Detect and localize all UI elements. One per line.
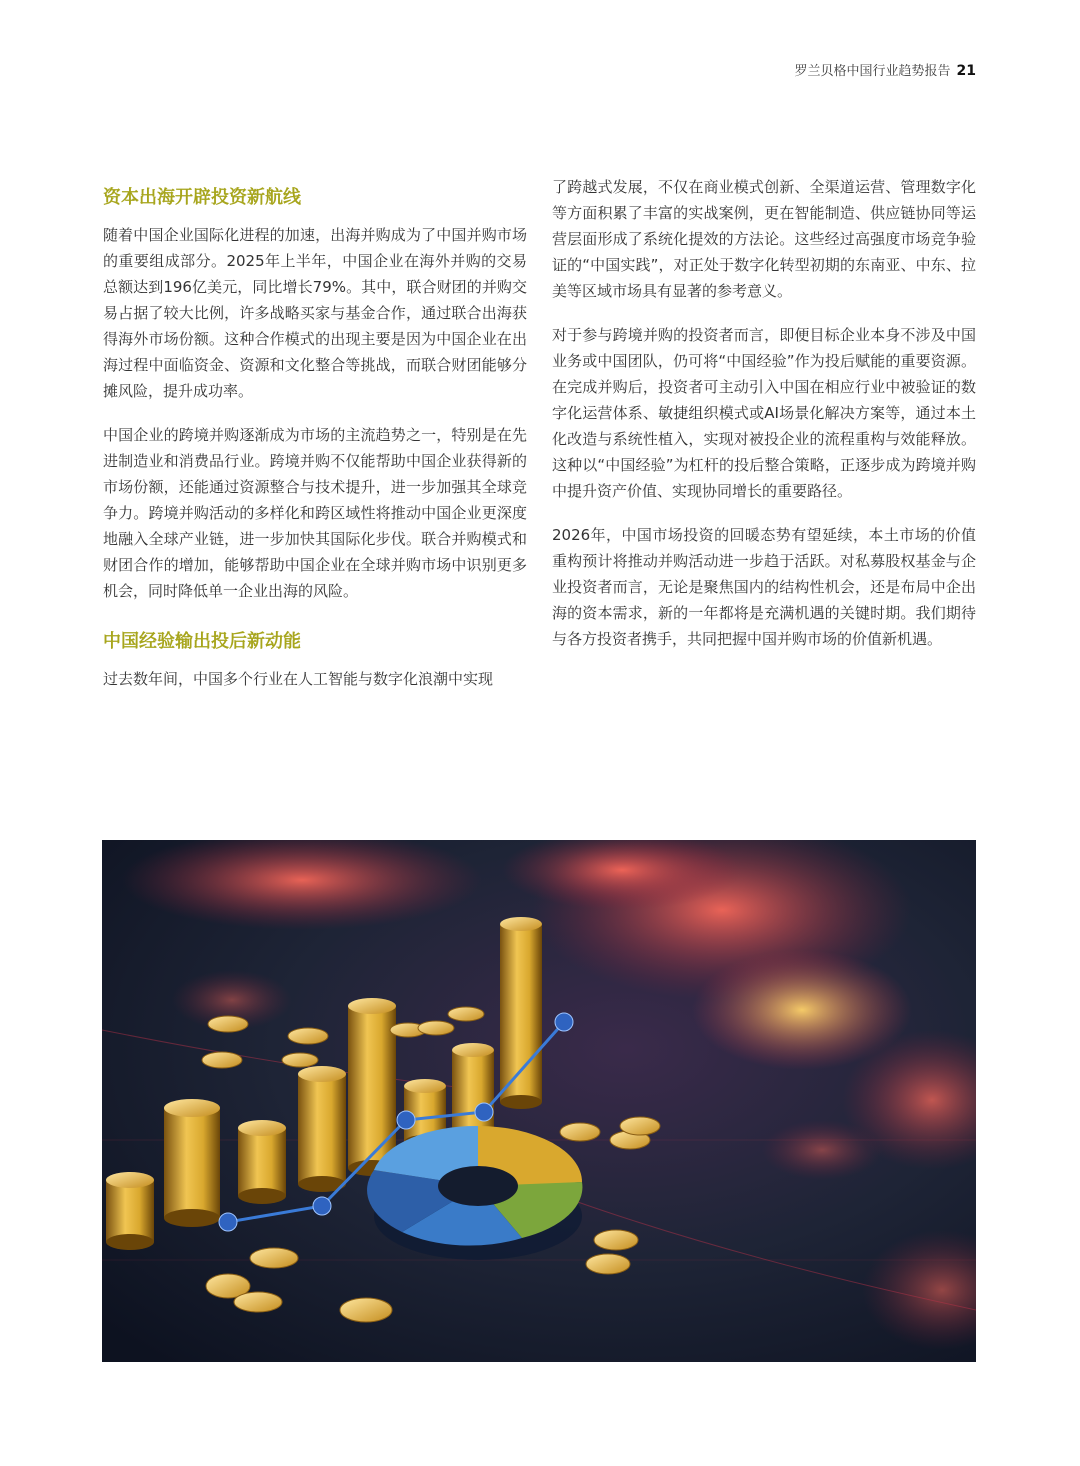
- section-heading-capital-overseas: 资本出海开辟投资新航线: [103, 187, 301, 208]
- page-header: [795, 60, 977, 79]
- paragraph: 随着中国企业国际化进程的加速，出海并购成为了中国并购市场的重要组成部分。2025年上半年，中国企业在海外并购的交易总额达到196亿美元，同比增长79%。其中，联合财团的并购交易占据了较大比例，许多战略买家与基金合作，通过联合出海获得海外市场份额。这种合作模式的出现主要是因为中国企业在出海过程中面临资金、资源和文化整合等挑战，而联合财团能够分摊风险，提升成功率。: [103, 226, 527, 400]
- page-number: 21: [956, 63, 976, 79]
- paragraph: 对于参与跨境并购的投资者而言，即便目标企业本身不涉及中国业务或中国团队，仍可将“中国经验”作为投后赋能的重要资源。在完成并购后，投资者可主动引入中国在相应行业中被验证的数字化运营体系、敏捷组织模式或AI场景化解决方案等，通过本土化改造与系统性植入，实现对被投企业的流程重构与效能释放。这种以“中国经验”为杠杆的投后整合策略，正逐步成为跨境并购中提升资产价值、实现协同增长的重要路径。: [552, 326, 976, 500]
- right-column: [552, 178, 976, 670]
- report-title: 罗兰贝格中国行业趋势报告: [794, 64, 951, 79]
- paragraph: 了跨越式发展，不仅在商业模式创新、全渠道运营、管理数字化等方面积累了丰富的实战案例，更在智能制造、供应链协同等运营层面形成了系统化提效的方法论。这些经过高强度市场竞争验证的“中国实践”，对正处于数字化转型初期的东南亚、中东、拉美等区域市场具有显著的参考意义。: [552, 178, 976, 300]
- pie-chart-icon: [367, 1126, 582, 1260]
- paragraph: 过去数年间，中国多个行业在人工智能与数字化浪潮中实现: [103, 670, 494, 688]
- illustration-coins-map: [102, 840, 976, 1362]
- left-column: [103, 182, 527, 710]
- section-heading-china-experience: 中国经验输出投后新动能: [103, 631, 301, 652]
- paragraph: 2026年，中国市场投资的回暖态势有望延续，本土市场的价值重构预计将推动并购活动进一步趋于活跃。对私募股权基金与企业投资者而言，无论是聚焦国内的结构性机会，还是布局中企出海的资本需求，新的一年都将是充满机遇的关键时期。我们期待与各方投资者携手，共同把握中国并购市场的价值新机遇。: [552, 526, 976, 648]
- paragraph: 中国企业的跨境并购逐渐成为市场的主流趋势之一，特别是在先进制造业和消费品行业。跨境并购不仅能帮助中国企业获得新的市场份额，还能通过资源整合与技术提升，进一步加强其全球竞争力。跨境并购活动的多样化和跨区域性将推动中国企业更深度地融入全球产业链，进一步加快其国际化步伐。联合并购模式和财团合作的增加，能够帮助中国企业在全球并购市场中识别更多机会，同时降低单一企业出海的风险。: [103, 426, 527, 600]
